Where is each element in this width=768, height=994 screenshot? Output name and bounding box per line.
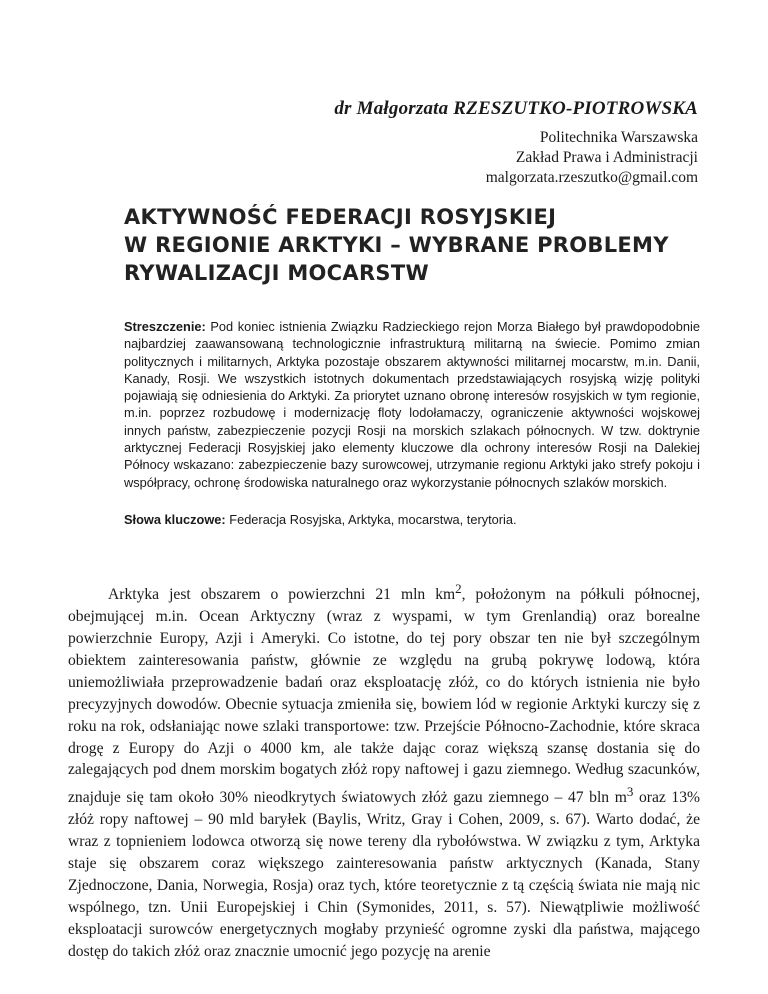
keywords-text: Federacja Rosyjska, Arktyka, mocarstwa, terytoria. — [225, 512, 517, 527]
superscript: 2 — [455, 581, 462, 596]
affiliation-department: Zakład Prawa i Administracji — [515, 149, 698, 166]
author-name: dr Małgorzata RZESZUTKO-PIOTROWSKA — [334, 98, 698, 119]
abstract-text: Pod koniec istnienia Związku Radzieckiego rejon Morza Białego był prawdopodobnie najbardziej zaawansowaną technologicznie infrastrukturą militarną na świecie. Pomimo zmian politycznych i militarnych, Arktyka pozostaje obszarem aktywności militarnej mocarstw, m.in. Danii, Kanady, Rosji. We wszystkich istotnych dokumentach przedstawiających rosyjską wizję polityki pojawiają się odniesienia do Arktyki. Za priorytet uznano obronę interesów rosyjskich w tym regionie, m.in. poprzez rozbudowę i modernizację floty lodołamaczy, ograniczenie aktywności wojskowej innych państw, zabezpieczenie pozycji Rosji na morskich szlakach północnych. W tzw. doktrynie arktycznej Federacji Rosyjskiej jako elementy kluczowe dla ochrony interesów Rosji na Dalekiej Północy wskazano: zabezpieczenie bazy surowcowej, utrzymanie regionu Arktyki jako strefy pokoju i współpracy, ochronę środowiska naturalnego oraz wykorzystanie północnych szlaków morskich. — [124, 319, 700, 490]
title-line: AKTYWNOŚĆ FEDERACJI ROSYJSKIEJ — [124, 205, 557, 229]
keywords-label: Słowa kluczowe: — [124, 512, 226, 527]
author-block — [334, 96, 698, 188]
title-line: W REGIONIE ARKTYKI – WYBRANE PROBLEMY — [124, 233, 669, 257]
keywords — [124, 511, 700, 528]
superscript: 3 — [626, 784, 634, 800]
body-text-segment: , położonym na półkuli północnej, obejmującej m.in. Ocean Arktyczny (wraz z wyspami, w tym Grenlandią) oraz borealne powierzchnie Europy, Azji i Ameryki. Co istotne, do tej pory obszar ten nie był szczególnym obiektem zainteresowania państw, głównie ze względu na grubą pokrywę lodową, która uniemożliwiała przeprowadzenie badań oraz eksploatację złóż, co do których istnienia nie było precyzyjnych dowodów. Obecnie sytuacja zmieniła się, bowiem lód w regionie Arktyki kurczy się z roku na rok, odsłaniając nowe szlaki transportowe: tzw. Przejście Północno-Zachodnie, które skraca drogę z Europy do Azji o 4000 km, ale także dając coraz większą szansę dostania się do zalegających pod dnem morskim bogatych złóż ropy naftowej i gazu ziemnego. Według szacunków, znajduje się tam około 30% nieodkrytych światowych złóż gazu ziemnego – 47 bln m — [68, 586, 701, 807]
body-text-segment: Arktyka jest obszarem o powierzchni 21 mln km — [108, 586, 456, 604]
author-email: malgorzata.rzeszutko@gmail.com — [485, 169, 698, 186]
abstract-paragraph — [124, 318, 700, 491]
affiliation-university: Politechnika Warszawska — [539, 129, 698, 146]
body-text — [68, 578, 700, 963]
body-paragraph — [68, 578, 700, 963]
title-line: RYWALIZACJI MOCARSTW — [124, 261, 429, 285]
abstract — [124, 318, 700, 491]
abstract-label: Streszczenie: — [124, 319, 206, 334]
article-title — [124, 203, 704, 287]
body-text-segment: oraz 13% złóż ropy naftowej – 90 mld baryłek (Baylis, Writz, Gray i Cohen, 2009, s. 67). Warto dodać, że wraz z topnieniem lodowca otworzą się nowe tereny dla rybołówstwa. W związku z tym, Arktyka staje się obszarem coraz większego zainteresowania państw arktycznych (Kanada, Stany Zjednoczone, Dania, Norwegia, Rosja) oraz tych, które teoretycznie z tą częścią świata nie mają nic wspólnego, tzn. Unii Europejskiej i Chin (Symonides, 2011, s. 57). Niewątpliwie możliwość eksploatacji surowców energetycznych mogłaby przynieść ogromne zyski dla państwa, mającego dostęp do takich złóż oraz znacznie umocnić jego pozycję na arenie — [68, 789, 701, 960]
